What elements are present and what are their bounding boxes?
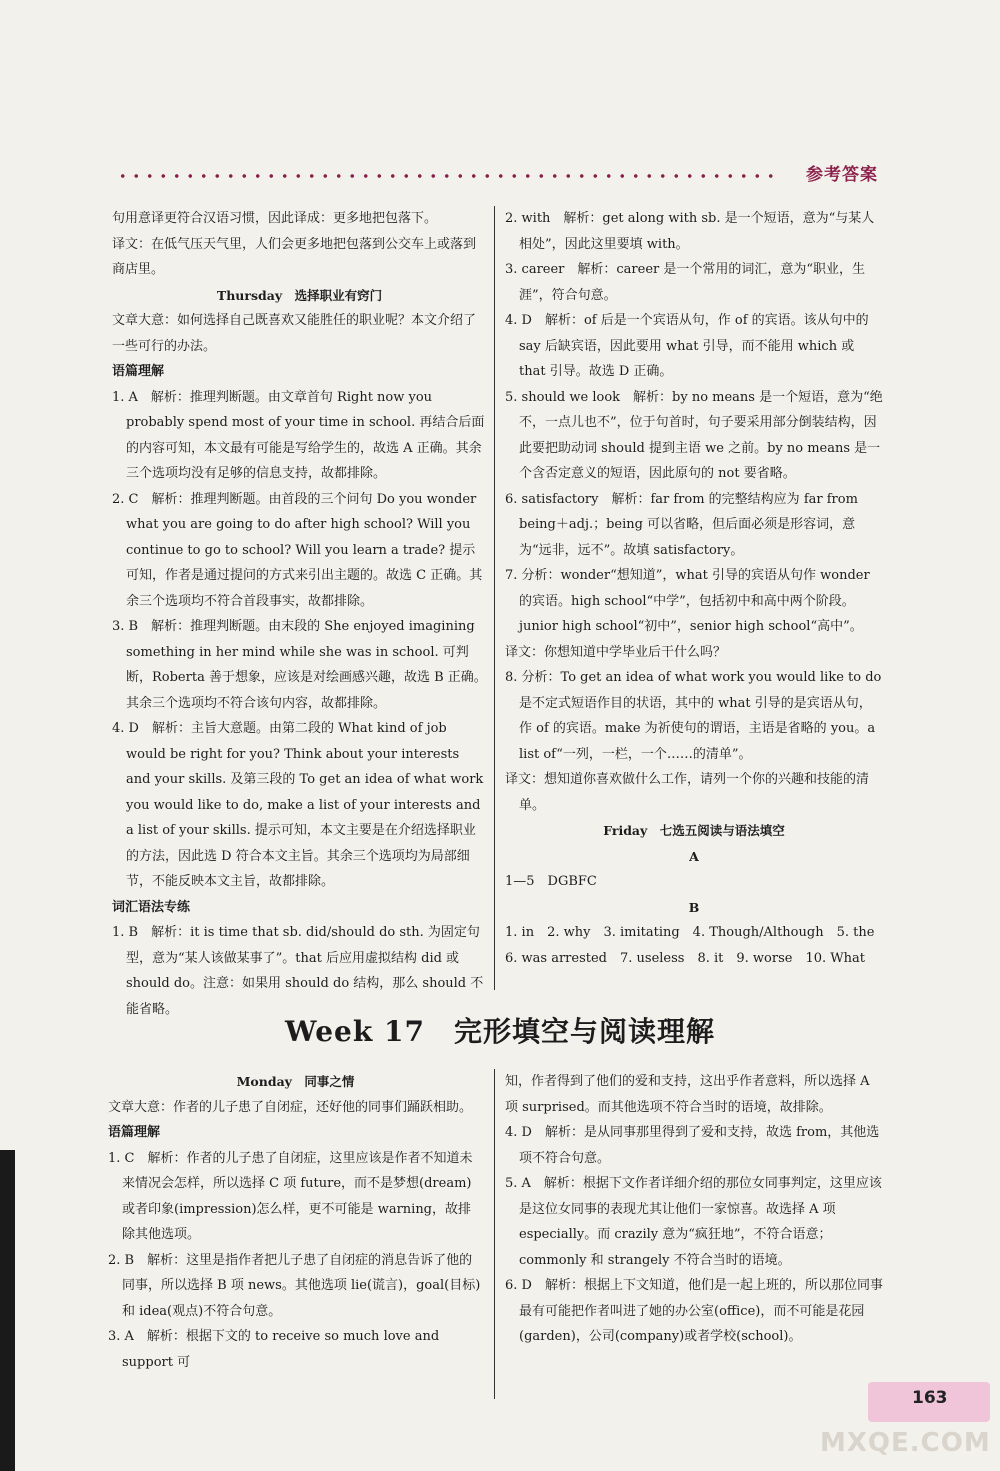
answer-paragraph: 2. with 解析：get along with sb. 是一个短语，意为“与某人相处”，因此这里要填 with。 [505,211,875,252]
answer-paragraph: 3. B 解析：推理判断题。由末段的 She enjoyed imagining something in her mind while she was in school. 可判断，Roberta 善于想象，应该是对绘画感兴趣，故选 B 正确。其余三个选项均不符合该句内容，故都排除。 [112,619,487,711]
left-column-bottom [108,1069,483,1375]
answer-paragraph: 文章大意：如何选择自己既喜欢又能胜任的职业呢？本文介绍了一些可行的办法。 [112,313,477,354]
answer-paragraph: 2. B 解析：这里是指作者把儿子患了自闭症的消息告诉了他的同事，所以选择 B 项 news。其他选项 lie(谎言)，goal(目标)和 idea(观点)不符合句意。 [108,1252,481,1319]
answer-paragraph: 1. in 2. why 3. imitating 4. Though/Although 5. the 6. was arrested 7. useless 8. it 9. worse 10. What [505,925,888,966]
left-column-top [112,206,487,1022]
week-title: Week 17 完形填空与阅读理解 [285,1015,715,1048]
answer-paragraph: 7. 分析：wonder“想知道”，what 引导的宾语从句作 wonder 的宾语。high school“中学”，包括初中和高中两个阶段。junior high school“初中”，senior high school“高中”。 [505,568,870,634]
answer-paragraph: 6. D 解析：根据上下文知道，他们是一起上班的，所以那位同事最有可能把作者叫进了她的办公室(office)，而不可能是花园(garden)，公司(company)或者学校(school)。 [505,1278,883,1344]
answer-paragraph: 译文：你想知道中学毕业后干什么吗？ [505,644,727,660]
answer-paragraph: 5. A 解析：根据下文作者详细介绍的那位女同事判定，这里应该是这位女同事的表现尤其让他们一家惊喜。故选择 A 项 especially。而 crazily 意为“疯狂地”，不符合语意；commonly 和 strangely 不符合当时的语境。 [505,1176,882,1268]
answer-paragraph: 译文：想知道你喜欢做什么工作，请列一个你的兴趣和技能的清单。 [505,772,870,813]
page-edge-shadow [0,1150,15,1471]
answer-paragraph: 文章大意：作者的儿子患了自闭症，还好他的同事们踊跃相助。 [108,1099,473,1115]
subsection-heading: 语篇理解 [112,364,165,379]
answer-paragraph: 1. B 解析：it is time that sb. did/should do sth. 为固定句型，意为“某人该做某事了”。that 后应用虚拟结构 did 或 should do。注意：如果用 should do 结构，那么 should 不能省略。 [112,925,484,1017]
subsection-heading: 语篇理解 [108,1125,161,1140]
section-heading: Friday 七选五阅读与语法填空 [603,823,785,838]
answer-paragraph: 6. satisfactory 解析：far from 的完整结构应为 far from being＋adj.；being 可以省略，但后面必须是形容词，意为“远非，远不”。故填 satisfactory。 [505,491,858,558]
section-heading: A [689,848,699,864]
answer-paragraph: 8. 分析：To get an idea of what work you would like to do 是不定式短语作目的状语，其中的 what 引导的是宾语从句，作 of 的宾语。make 为祈使句的谓语，主语是省略的 you。a list of“一列，一栏，一个……的清单”。 [505,670,882,762]
answer-paragraph: 1—5 DGBFC [505,874,597,889]
answer-paragraph: 5. should we look 解析：by no means 是一个短语，意为“绝不，一点儿也不”，位于句首时，句子要采用部分倒装结构，因此要把助动词 should 提到主语 we 之前。by no means 是一个含否定意义的短语，因此原句的 not 要省略。 [505,389,883,481]
answer-paragraph: 1. C 解析：作者的儿子患了自闭症，这里应该是作者不知道未来情况会怎样，所以选择 C 项 future，而不是梦想(dream)或者印象(impression)怎么样，更不可能是 warning，故排除其他选项。 [108,1150,473,1242]
answer-paragraph: 4. D 解析：是从同事那里得到了爱和支持，故选 from，其他选项不符合句意。 [505,1125,880,1166]
header-dotted-rule [116,174,776,178]
column-divider-bottom [494,1069,495,1399]
page-number: 163 [912,1388,948,1408]
section-heading: B [688,899,700,915]
answer-paragraph: 译文：在低气压天气里，人们会更多地把包落到公交车上或落到商店里。 [112,236,477,277]
header-title: 参考答案 [806,165,878,185]
column-divider-top [494,206,495,990]
section-heading: Thursday 选择职业有窍门 [216,287,383,303]
answer-paragraph: 4. D 解析：of 后是一个宾语从句，作 of 的宾语。该从句中的 say 后缺宾语，因此要用 what 引导，而不能用 which 或 that 引导。故选 D 正确。 [505,313,869,379]
answer-paragraph: 2. C 解析：推理判断题。由首段的三个问句 Do you wonder what you are going to do after high school? Will you continue to go to school? Will you learn a trade? 提示可知，作者是通过提问的方式来引出主题的。故选 C 正确。其余三个选项均不符合首段事实，故都排除。 [112,491,483,609]
answer-paragraph: 4. D 解析：主旨大意题。由第二段的 What kind of job would be right for you? Think about your interests and your skills. 及第三段的 To get an idea of what work you would like to do, make a list of your interests and a list of your skills. 提示可知，本文主要是在介绍选择职业的方法，因此选 D 符合本文主旨。其余三个选项均为局部细节，不能反映本文主旨，故都排除。 [112,721,484,889]
answer-paragraph: 知，作者得到了他们的爱和支持，这出乎作者意料，所以选择 A 项 surprised。而其他选项不符合当时的语境，故排除。 [505,1074,870,1115]
subsection-heading: 词汇语法专练 [112,899,191,915]
section-heading: Monday 同事之情 [236,1074,355,1089]
answer-paragraph: 3. career 解析：career 是一个常用的词汇，意为“职业，生涯”，符合句意。 [505,262,866,303]
watermark: MXQE.COM [820,1428,991,1458]
right-column-bottom [505,1069,883,1350]
answer-paragraph: 1. A 解析：推理判断题。由文章首句 Right now you probably spend most of your time in school. 再结合后面的内容可知，本文最有可能是写给学生的，故选 A 正确。其余三个选项均没有足够的信息支持，故都排除。 [112,389,485,481]
right-column-top [505,206,888,971]
answer-paragraph: 句用意译更符合汉语习惯，因此译成：更多地把包落下。 [112,211,438,226]
answer-paragraph: 3. A 解析：根据下文的 to receive so much love and support 可 [108,1329,440,1370]
